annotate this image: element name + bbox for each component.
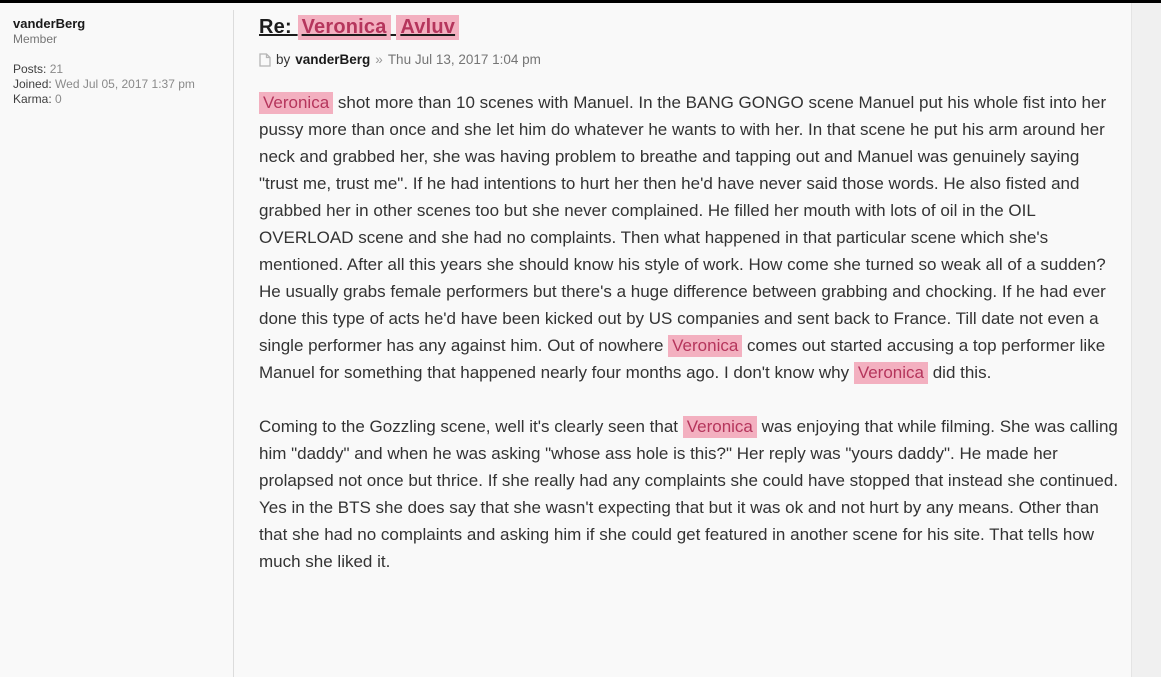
search-highlight: Veronica — [259, 92, 333, 114]
post-content-inner — [259, 13, 1119, 575]
stat-value: 21 — [49, 62, 64, 76]
author-username-link[interactable]: vanderBerg — [13, 16, 86, 31]
text-segment: comes out started accusing a top performer like Manuel for something that happened nearly four months ago. I don't know why — [259, 336, 1106, 382]
search-highlight: Avluv — [396, 15, 459, 40]
text-segment: was enjoying that while filming. She was calling him "daddy" and when he was asking "whose ass hole is this?" Her reply was "yours daddy". He made her prolapsed not once but thrice. If she really had any complaints she could have stopped that instead she continued. Yes in the BTS she does say that she wasn't expecting that but it was ok and not hurt by any means. Other than that she had no complaints and asking him if she could get featured in another scene for his site. That tells how much she liked it. — [259, 417, 1119, 571]
stat-row — [13, 92, 223, 107]
byline-timestamp: Thu Jul 13, 2017 1:04 pm — [387, 52, 541, 67]
byline-separator: » — [375, 52, 383, 67]
text-segment: shot more than 10 scenes with Manuel. In the BANG GONGO scene Manuel put his whole fist into her pussy more than once and she let him do whatever he wants to with her. In that scene he put his arm around her neck and grabbed her, she was having problem to breathe and tapping out and Manuel was genuinely saying "trust me, trust me". If he had intentions to hurt her then he'd have never said those words. He also fisted and grabbed her in other scenes too but she never complained. He filled her mouth with lots of oil in the OIL OVERLOAD scene and she had no complaints. Then what happened in that particular scene which she's mentioned. After all this years she should know his style of work. How come she turned so weak all of a sudden? He usually grabs female performers but there's a huge difference between grabbing and chocking. If he had ever done this type of acts he'd have been kicked out by US companies and sent back to France. Till date not even a single performer has any against him. Out of nowhere — [259, 93, 1107, 355]
post-paragraph — [259, 89, 1119, 386]
stat-row — [13, 77, 223, 92]
post-content — [234, 3, 1120, 677]
text-segment: Coming to the Gozzling scene, well it's clearly seen that — [259, 417, 683, 436]
search-highlight: Veronica — [298, 15, 391, 40]
text-segment: did this. — [928, 363, 992, 382]
search-highlight: Veronica — [683, 416, 757, 438]
text-segment: Re: — [259, 16, 298, 38]
stat-value: Wed Jul 05, 2017 1:37 pm — [55, 77, 195, 91]
byline-author-link[interactable]: vanderBerg — [295, 52, 371, 67]
post-page-icon[interactable] — [259, 53, 271, 67]
post-author-sidebar — [0, 3, 233, 677]
post-body — [259, 89, 1119, 575]
search-highlight: Veronica — [668, 335, 742, 357]
stat-value: 0 — [55, 92, 62, 106]
forum-post-row — [0, 3, 1161, 677]
search-highlight: Veronica — [854, 362, 928, 384]
post-byline — [259, 52, 1119, 68]
scrollbar-track[interactable] — [1131, 3, 1161, 677]
author-stats — [13, 62, 223, 107]
byline-by-label: by — [276, 52, 291, 67]
post-paragraph — [259, 413, 1119, 575]
stat-label: Posts: — [13, 62, 50, 76]
stat-row — [13, 62, 223, 77]
stat-label: Karma: — [13, 92, 56, 106]
author-rank: Member — [13, 32, 58, 46]
post-title-link[interactable] — [259, 16, 459, 39]
stat-label: Joined: — [13, 77, 56, 91]
